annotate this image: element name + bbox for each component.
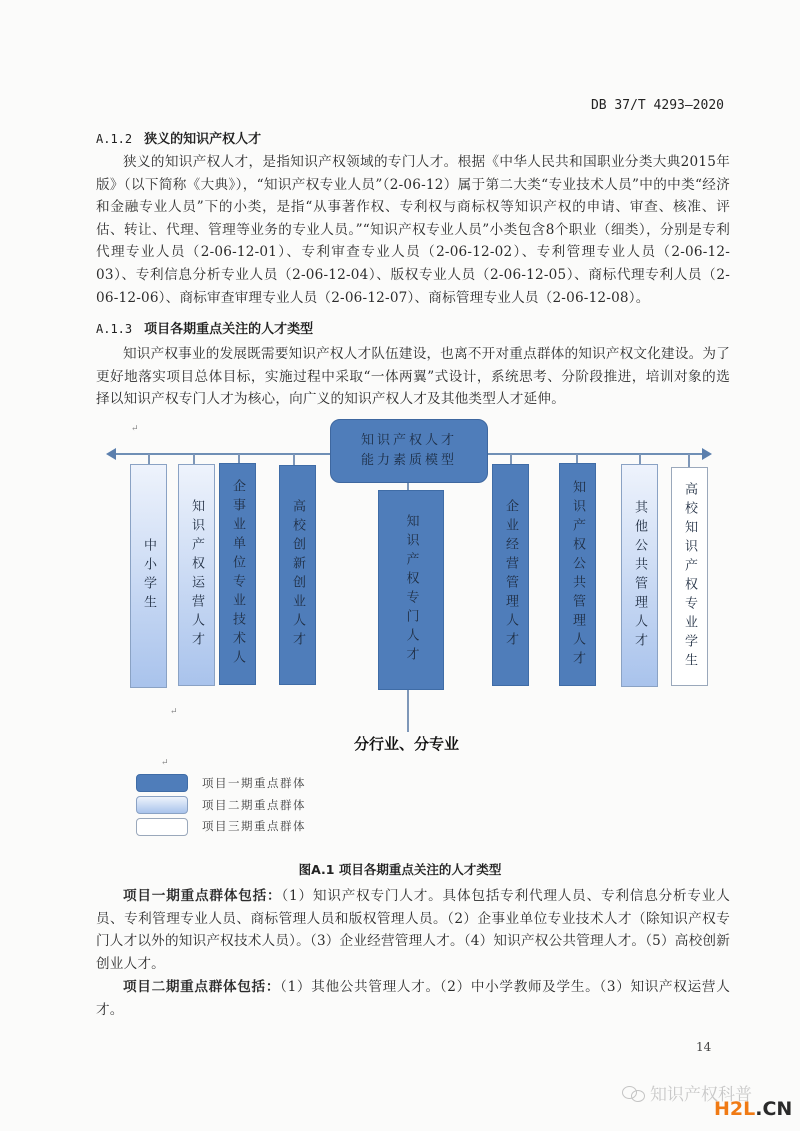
- box-primary-students: [130, 464, 167, 688]
- legend-swatch-phase3: [136, 818, 188, 836]
- arrow-right-icon: [702, 448, 712, 460]
- site-logo-cn: .CN: [755, 1098, 793, 1120]
- legend-label-phase1: 项目一期重点群体: [202, 776, 306, 790]
- center-line-2: 能力素质模型: [360, 453, 457, 468]
- connector: [193, 454, 195, 464]
- legend-label-phase2: 项目二期重点群体: [202, 798, 306, 812]
- return-mark-icon: ↵: [131, 424, 139, 434]
- section-number: A.1.3: [96, 322, 133, 336]
- watermark-text: 知识产权科普: [650, 1085, 752, 1105]
- phase1-body: [96, 885, 730, 975]
- section-number: A.1.2: [96, 132, 133, 146]
- center-model-box: [330, 419, 488, 483]
- connector: [407, 690, 409, 732]
- box-label: 知识产权公共管理人才: [570, 479, 585, 670]
- paragraph: [96, 976, 730, 1021]
- connector: [238, 454, 240, 463]
- box-other-public-management-talent: [621, 464, 658, 687]
- box-label: 高校知识产权专业学生: [682, 481, 697, 672]
- paragraph: 知识产权事业的发展既需要知识产权人才队伍建设，也离不开对重点群体的知识产权文化建设。为了更好地落实项目总体目标，实施过程中采取“一体两翼”式设计，系统思考、分阶段推进，培训对象的选择以知识产权专门人才为核心，向广义的知识产权人才及其他类型人才延伸。: [96, 346, 730, 408]
- phase1-text: （1）知识产权专门人才。具体包括专利代理人员、专利信息分析专业人员、专利管理专业人员、商标管理人员和版权管理人员。（2）企事业单位专业技术人才（除知识产权专门人才以外的知识产权技术人员）。（3）企业经营管理人才。（4）知识产权公共管理人才。（5）高校创新创业人才。: [96, 888, 731, 972]
- paragraph: 狭义的知识产权人才，是指知识产权领域的专门人才。根据《中华人民共和国职业分类大典2015年版》（以下简称《大典》），“知识产权专业人员”（2-06-12）属于第二大类“专业技术人员”中的中类“经济和金融专业人员”下的小类，是指“从事著作权、专利权与商标权等知识产权的申请、审查、核准、评估、转让、代理、管理等业务的专业人员。”“知识产权专业人员”小类包含8个职业（细类），分别是专利代理专业人员（2-06-12-01）、专利审查专业人员（2-06-12-02）、专利管理专业人员（2-06-12-03）、专利信息分析专业人员（2-06-12-04）、版权专业人员（2-06-12-05）、商标代理专利人员（2-06-12-06）、商标审查审理专业人员（2-06-12-07）、商标管理专业人员（2-06-12-08）。: [96, 154, 730, 306]
- box-label: 中小学生: [141, 538, 156, 614]
- connector: [639, 454, 641, 464]
- legend-swatch-phase2: [136, 796, 188, 814]
- box-university-ip-students: [671, 467, 708, 686]
- section-heading-a12: [96, 128, 261, 147]
- section-title: 狭义的知识产权人才: [144, 132, 262, 147]
- box-ip-specialist-talent: [378, 490, 444, 690]
- connector: [688, 454, 690, 467]
- return-mark-icon: ↵: [170, 707, 178, 717]
- section-title: 项目各期重点关注的人才类型: [144, 322, 314, 337]
- box-ip-public-management-talent: [559, 463, 596, 686]
- wechat-icon: [622, 1084, 646, 1102]
- phase1-lead: 项目一期重点群体包括：: [123, 888, 282, 904]
- connector: [510, 454, 512, 464]
- connector: [293, 454, 295, 465]
- section-a12-body: [96, 151, 730, 309]
- legend-swatch-phase1: [136, 774, 188, 792]
- sub-label: 分行业、分专业: [354, 735, 460, 753]
- box-label: 高校创新创业人才: [290, 499, 305, 651]
- box-label: 知识产权专门人才: [403, 514, 419, 666]
- site-logo-h2l: H2L: [714, 1098, 756, 1120]
- legend-label-phase3: 项目三期重点群体: [202, 819, 306, 833]
- box-label: 企业经营管理人才: [503, 499, 518, 651]
- box-enterprise-technical-staff: [219, 463, 256, 685]
- box-ip-operation-talent: [178, 464, 215, 686]
- return-mark-icon: ↵: [161, 758, 169, 768]
- section-a13-body: [96, 343, 730, 411]
- phase2-body: [96, 976, 730, 1021]
- center-line-1: 知识产权人才: [360, 433, 457, 448]
- connector: [148, 454, 150, 464]
- page-number: 14: [696, 1040, 712, 1054]
- box-label: 其他公共管理人才: [632, 499, 647, 652]
- box-label: 企事业单位专业技术人: [230, 479, 245, 669]
- site-logo: [714, 1098, 792, 1120]
- box-label: 知识产权运营人才: [189, 499, 204, 651]
- arrow-left-icon: [106, 448, 116, 460]
- section-heading-a13: [96, 318, 313, 337]
- phase2-lead: 项目二期重点群体包括：: [123, 979, 281, 995]
- figure-caption: 图A.1 项目各期重点关注的人才类型: [298, 862, 502, 877]
- phase2-text: （1）其他公共管理人才。（2）中小学教师及学生。（3）知识产权运营人才。: [96, 979, 730, 1018]
- box-university-innovation-talent: [279, 465, 316, 685]
- standard-code: DB 37/T 4293—2020: [590, 98, 724, 113]
- box-enterprise-management-talent: [492, 464, 529, 686]
- paragraph: [96, 885, 730, 975]
